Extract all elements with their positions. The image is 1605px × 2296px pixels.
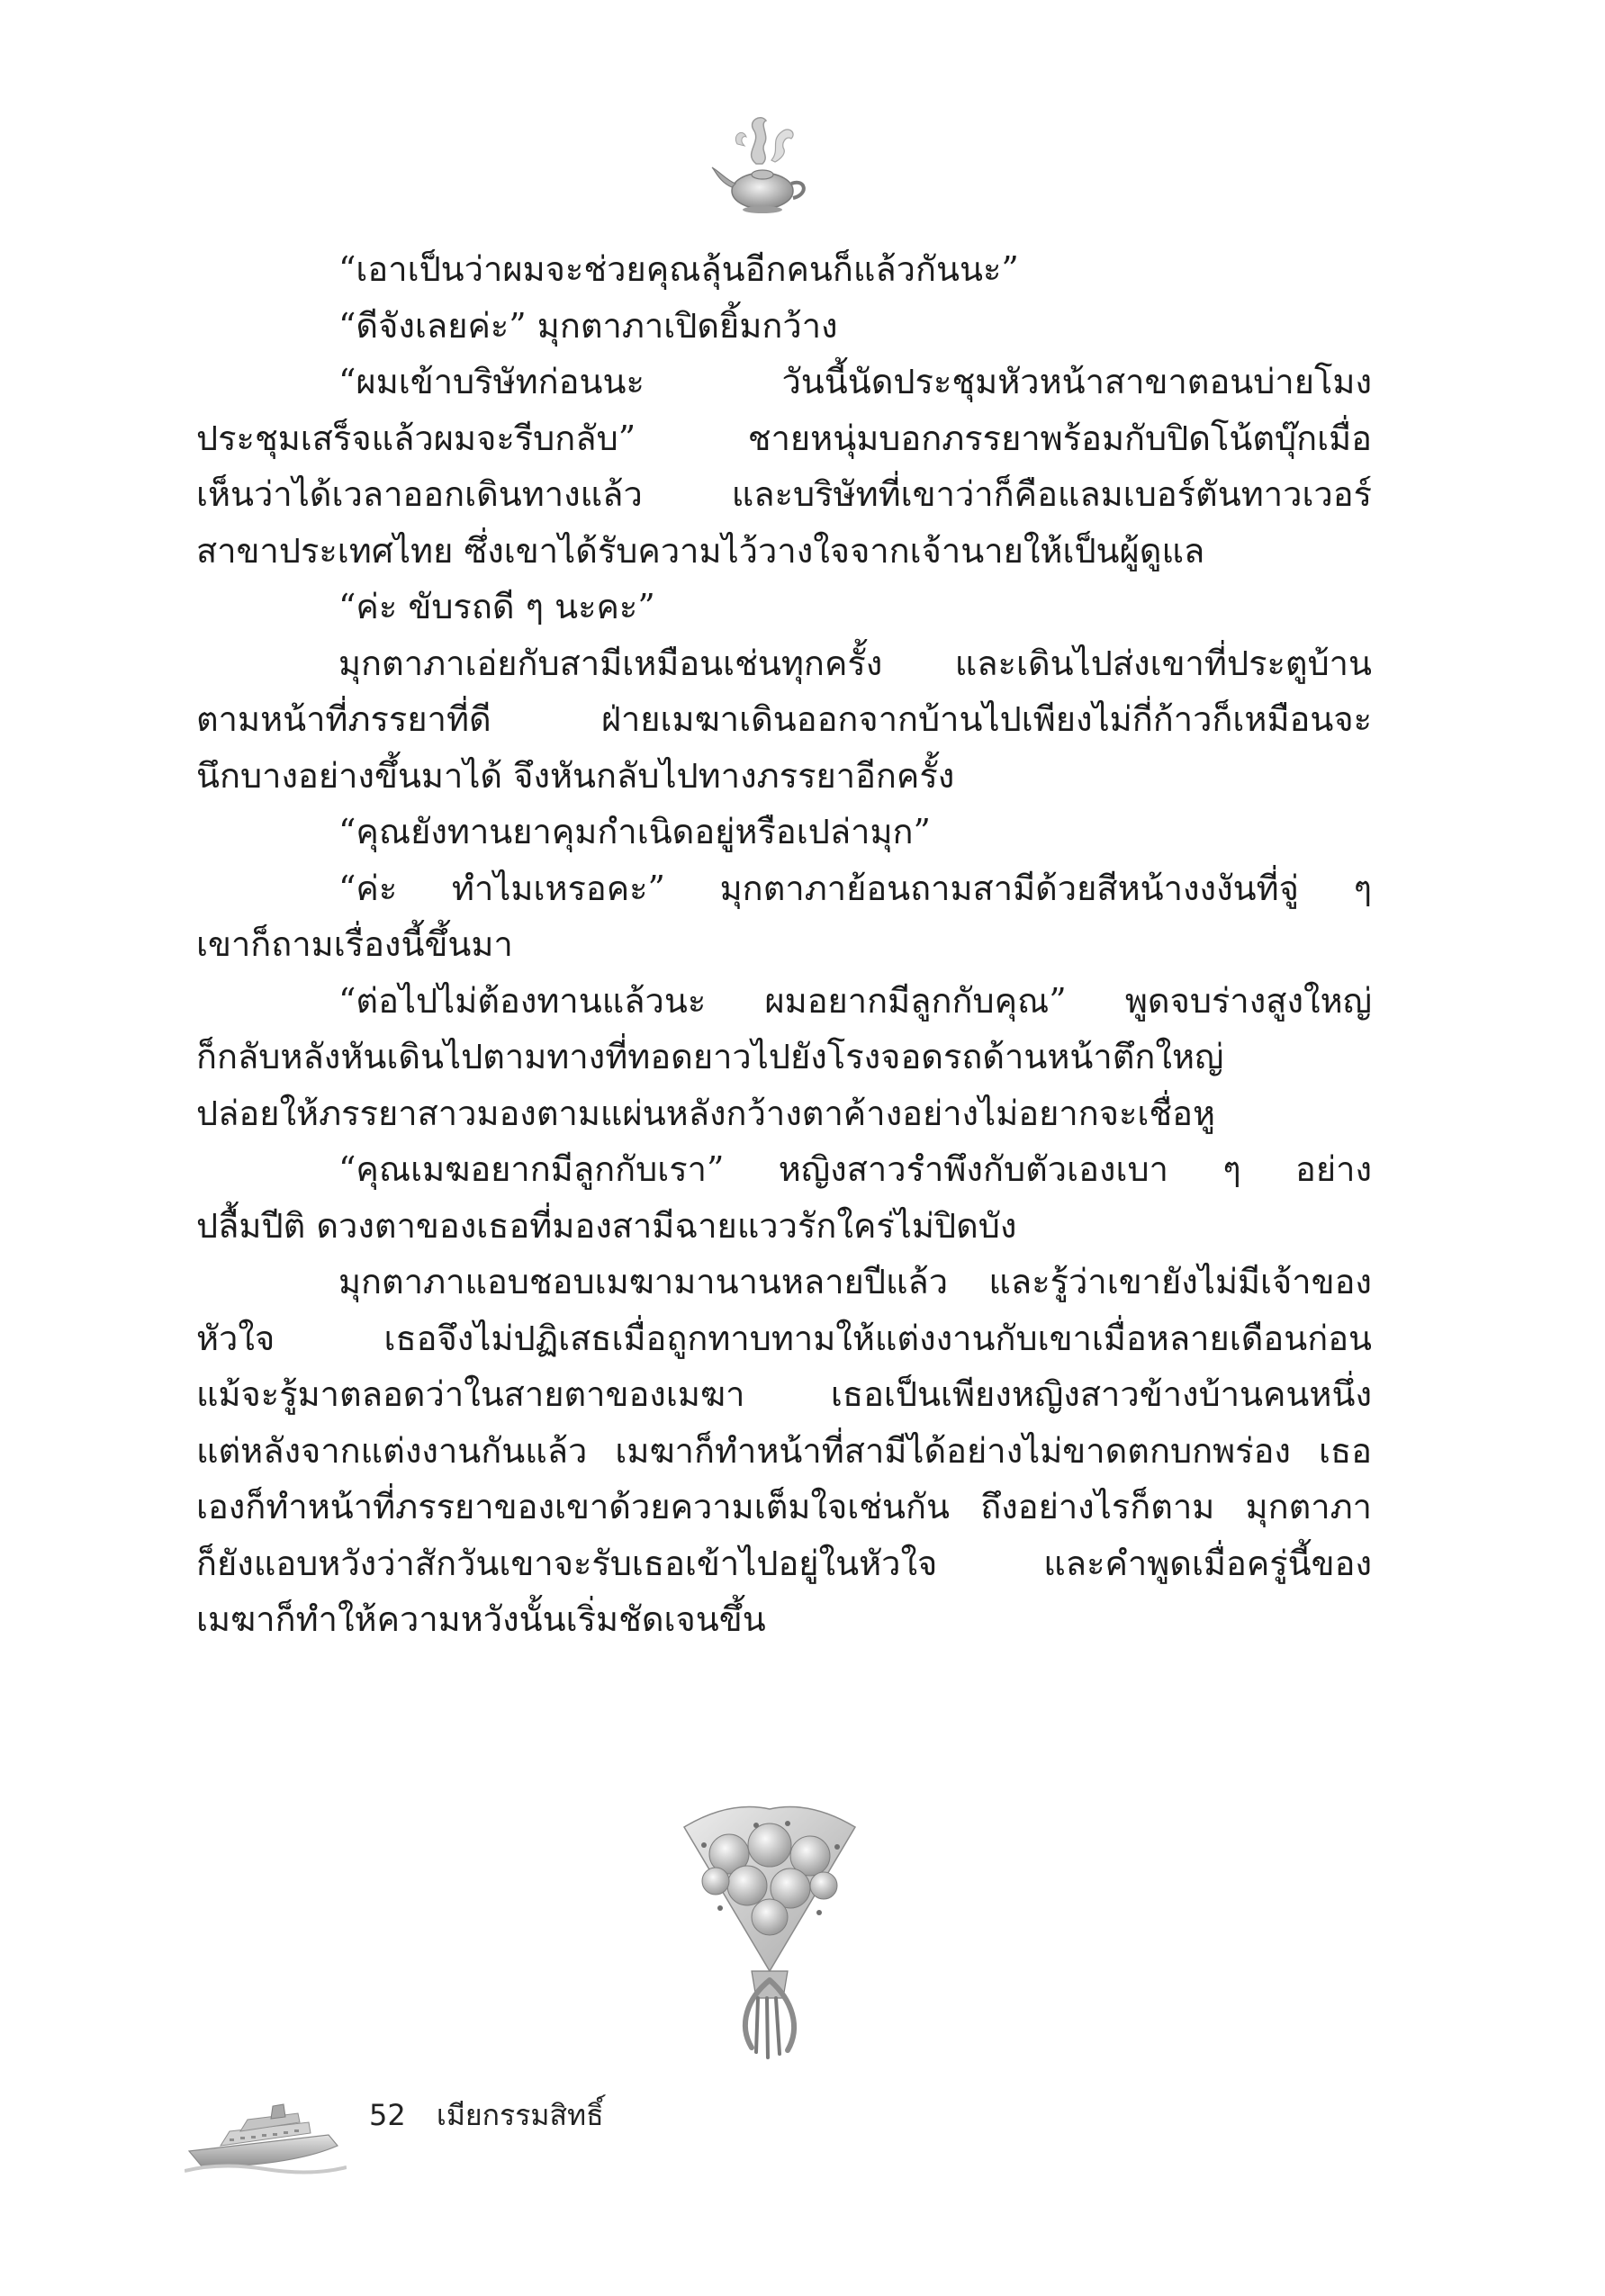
text-line: แต่หลังจากแต่งงานกันแล้ว เมฆาก็ทำหน้าที่สามีได้อย่างไม่ขาดตกบกพร่อง เธอ bbox=[196, 1430, 1372, 1471]
text-line: “คุณเมฆอยากมีลูกกับเรา” หญิงสาวรำพึงกับตัวเองเบา ๆ อย่าง bbox=[338, 1149, 1372, 1189]
text-line: “ต่อไปไม่ต้องทานแล้วนะ ผมอยากมีลูกกับคุณ” พูดจบร่างสูงใหญ่ bbox=[338, 980, 1372, 1021]
text-line: “คุณยังทานยาคุมกำเนิดอยู่หรือเปล่ามุก” bbox=[338, 812, 931, 851]
text-line: ตามหน้าที่ภรรยาที่ดี ฝ่ายเมฆาเดินออกจากบ้านไปเพียงไม่กี่ก้าวก็เหมือนจะ bbox=[196, 699, 1372, 739]
text-line: เองก็ทำหน้าที่ภรรยาของเขาด้วยความเต็มใจเช่นกัน ถึงอย่างไรก็ตาม มุกตาภา bbox=[196, 1487, 1372, 1526]
text-line: หัวใจ เธอจึงไม่ปฏิเสธเมื่อถูกทาบทามให้แต่งงานกับเขาเมื่อหลายเดือนก่อน bbox=[196, 1318, 1372, 1358]
flower-bouquet-icon bbox=[666, 1791, 873, 2061]
text-line: มุกตาภาเอ่ยกับสามีเหมือนเช่นทุกครั้ง และเดินไปส่งเขาที่ประตูบ้าน bbox=[338, 643, 1372, 683]
page-number: 52 bbox=[369, 2098, 406, 2132]
text-line: มุกตาภาแอบชอบเมฆามานานหลายปีแล้ว และรู้ว่าเขายังไม่มีเจ้าของ bbox=[338, 1262, 1372, 1301]
text-line: นึกบางอย่างขึ้นมาได้ จึงหันกลับไปทางภรรยาอีกครั้ง bbox=[196, 755, 955, 796]
text-line: ปล่อยให้ภรรยาสาวมองตามแผ่นหลังกว้างตาค้างอย่างไม่อยากจะเชื่อหู bbox=[196, 1093, 1216, 1133]
text-line: ก็กลับหลังหันเดินไปตามทางที่ทอดยาวไปยังโรงจอดรถด้านหน้าตึกใหญ่ bbox=[196, 1037, 1224, 1076]
book-title: เมียกรรมสิทธิ์ bbox=[436, 2098, 604, 2132]
cruise-ship-icon bbox=[185, 2079, 347, 2178]
body-text bbox=[196, 241, 1372, 1648]
text-line: “เอาเป็นว่าผมจะช่วยคุณลุ้นอีกคนก็แล้วกันนะ” bbox=[338, 249, 1019, 289]
text-line: “ผมเข้าบริษัทก่อนนะ วันนี้นัดประชุมหัวหน้าสาขาตอนบ่ายโมง bbox=[338, 362, 1372, 401]
text-line: สาขาประเทศไทย ซึ่งเขาได้รับความไว้วางใจจากเจ้านายให้เป็นผู้ดูแล bbox=[196, 530, 1205, 571]
text-line: เห็นว่าได้เวลาออกเดินทางแล้ว และบริษัทที่เขาว่าก็คือแลมเบอร์ตันทาวเวอร์ bbox=[196, 474, 1372, 514]
text-line: ปลื้มปีติ ดวงตาของเธอที่มองสามีฉายแววรักใคร่ไม่ปิดบัง bbox=[196, 1205, 1017, 1246]
text-line: ก็ยังแอบหวังว่าสักวันเขาจะรับเธอเข้าไปอยู่ในหัวใจ และคำพูดเมื่อครู่นี้ของ bbox=[196, 1543, 1372, 1583]
text-line: ประชุมเสร็จแล้วผมจะรีบกลับ” ชายหนุ่มบอกภรรยาพร้อมกับปิดโน้ตบุ๊กเมื่อ bbox=[196, 418, 1372, 458]
text-line: เมฆาก็ทำให้ความหวังนั้นเริ่มชัดเจนขึ้น bbox=[196, 1599, 766, 1639]
text-line: แม้จะรู้มาตลอดว่าในสายตาของเมฆา เธอเป็นเพียงหญิงสาวข้างบ้านคนหนึ่ง bbox=[196, 1374, 1372, 1414]
page-footer bbox=[369, 2093, 604, 2138]
text-line: “ดีจังเลยค่ะ” มุกตาภาเปิดยิ้มกว้าง bbox=[338, 305, 838, 346]
text-line: “ค่ะ ทำไมเหรอคะ” มุกตาภาย้อนถามสามีด้วยสีหน้างงงันที่จู่ ๆ bbox=[338, 868, 1372, 908]
teapot-smoke-icon bbox=[707, 108, 824, 225]
text-line: “ค่ะ ขับรถดี ๆ นะคะ” bbox=[338, 587, 655, 626]
text-line: เขาก็ถามเรื่องนี้ขึ้นมา bbox=[196, 924, 513, 964]
